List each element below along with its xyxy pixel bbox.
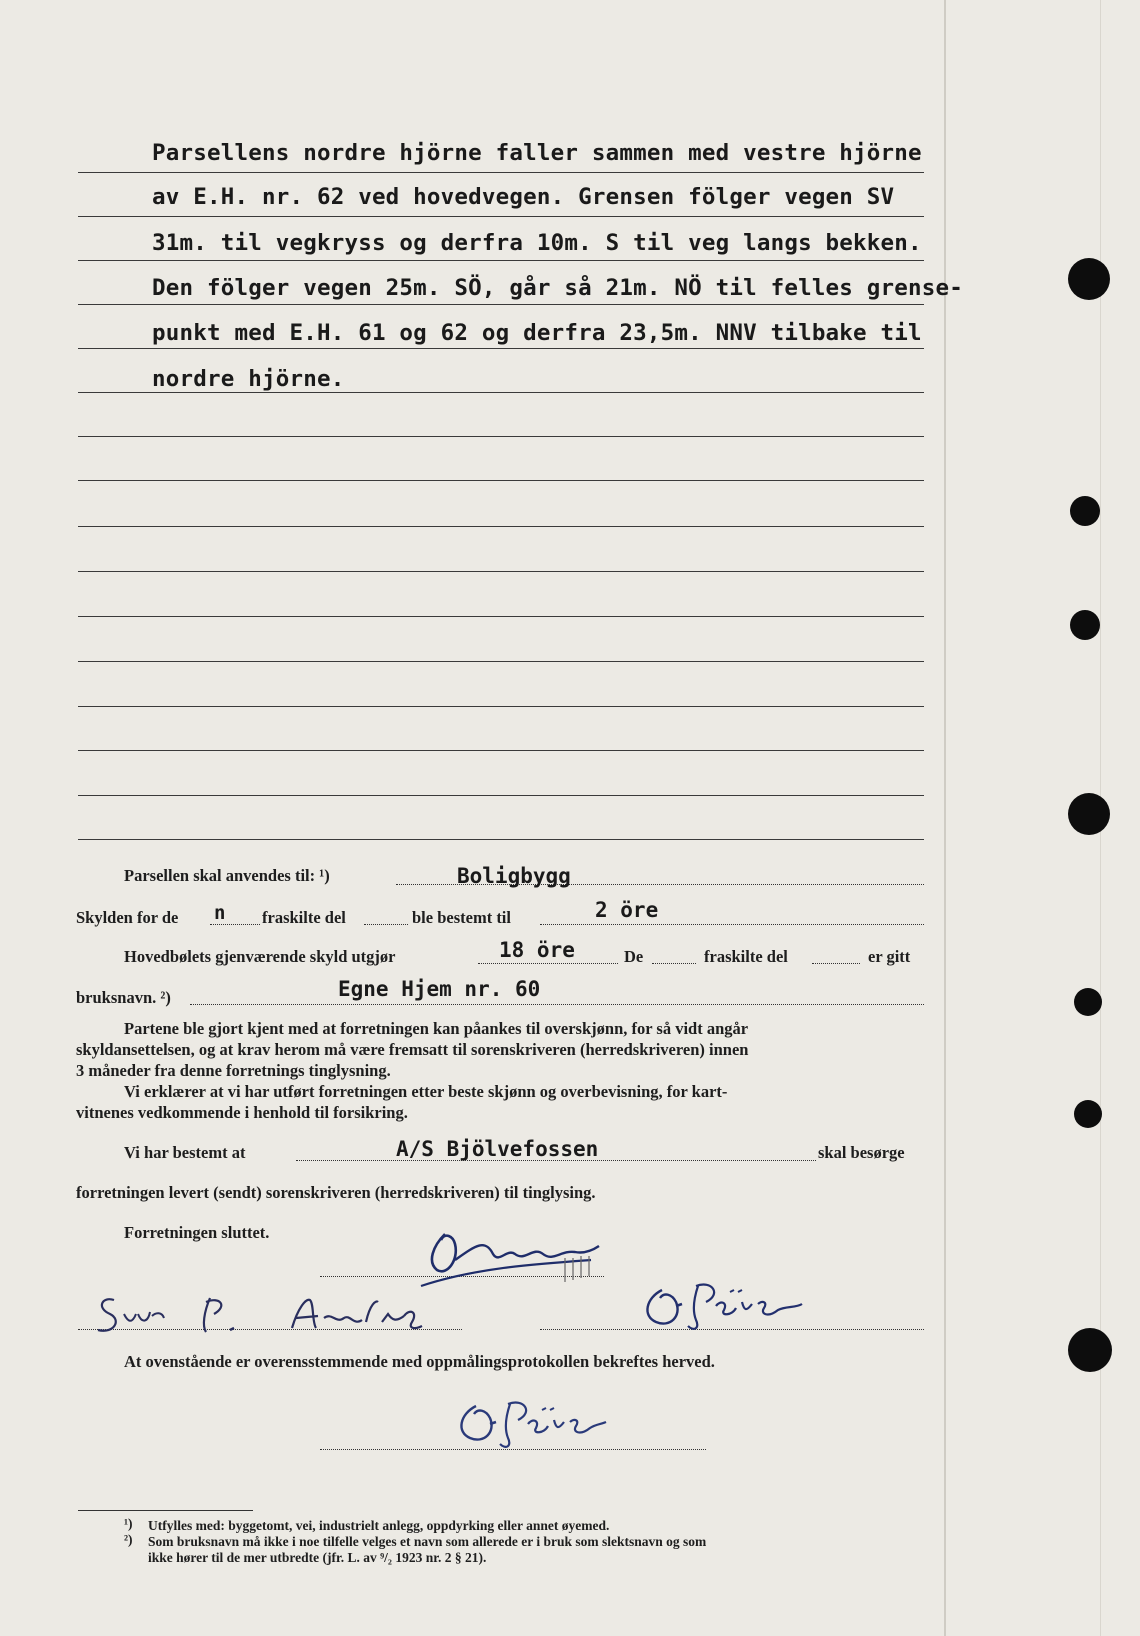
description-line-5: punkt med E.H. 61 og 62 og derfra 23,5m. NNV tilbake til	[152, 320, 922, 346]
skyld-suffix: n	[214, 902, 226, 924]
ruled-line	[78, 216, 924, 217]
ruled-line	[78, 480, 924, 481]
punch-hole	[1074, 988, 1102, 1016]
use-value: Boligbygg	[457, 864, 571, 888]
punch-hole	[1068, 793, 1110, 835]
bruksnavn-value: Egne Hjem nr. 60	[338, 977, 541, 1001]
ruled-line	[78, 706, 924, 707]
description-line-6: nordre hjörne.	[152, 366, 345, 392]
bruksnavn-label: bruksnavn. ²)	[76, 988, 171, 1007]
levert-line: forretningen levert (sendt) sorenskriveren (herredskriveren) til tinglysing.	[76, 1183, 596, 1202]
ruled-line	[78, 348, 924, 349]
footnote-1: Utfylles med: byggetomt, vei, industrielt anlegg, oppdyrking eller annet øyemed.	[148, 1518, 610, 1533]
footnote-rule	[78, 1510, 253, 1511]
margin-line	[944, 0, 946, 1636]
skyld-dotted-3	[540, 924, 924, 925]
skyld-dotted-1	[210, 924, 260, 925]
ruled-line	[78, 436, 924, 437]
punch-hole	[1070, 610, 1100, 640]
ruled-line	[78, 839, 924, 840]
notice-line-3: 3 måneder fra denne forretnings tinglysning.	[76, 1061, 391, 1080]
footnote-2-marker: ²)	[124, 1532, 133, 1547]
declaration-line-2: vitnenes vedkommende i henhold til forsikring.	[76, 1103, 408, 1122]
skyld-label-a: Skylden for de	[76, 908, 179, 927]
punch-hole	[1068, 1328, 1112, 1372]
footnote-2: Som bruksnavn må ikke i noe tilfelle velges et navn som allerede er i bruk som slektsnavn og som	[148, 1534, 707, 1549]
ruled-line	[78, 571, 924, 572]
ruled-line	[78, 526, 924, 527]
hovedbol-dotted-2	[652, 963, 696, 964]
hovedbol-fraskilte: fraskilte del	[704, 947, 788, 966]
description-line-2: av E.H. nr. 62 ved hovedvegen. Grensen fölger vegen SV	[152, 184, 895, 210]
bestemt-suffix: skal besørge	[818, 1143, 905, 1162]
hovedbol-value: 18 öre	[499, 938, 575, 962]
ruled-line	[78, 392, 924, 393]
hovedbol-dotted-1	[478, 963, 618, 964]
ruled-line	[78, 260, 924, 261]
description-line-1: Parsellens nordre hjörne faller sammen med vestre hjörne	[152, 140, 922, 166]
punch-hole	[1070, 496, 1100, 526]
punch-hole	[1074, 1100, 1102, 1128]
bruksnavn-dotted	[190, 1004, 924, 1005]
footnote-2-cont: ikke hører til de mer utbredte (jfr. L. av ⁹/₂ 1923 nr. 2 § 21).	[148, 1550, 487, 1565]
punch-hole	[1068, 258, 1110, 300]
hovedbol-label: Hovedbølets gjenværende skyld utgjør	[124, 947, 396, 966]
bestemt-label: Vi har bestemt at	[124, 1143, 246, 1162]
ruled-line	[78, 795, 924, 796]
ruled-line	[78, 661, 924, 662]
description-line-4: Den fölger vegen 25m. SÖ, går så 21m. NÖ til felles grense-	[152, 275, 964, 301]
skyld-label-b: fraskilte del	[262, 908, 346, 927]
signature-4	[452, 1396, 612, 1454]
hovedbol-dotted-3	[812, 963, 860, 964]
use-label: Parsellen skal anvendes til: ¹)	[124, 866, 330, 885]
signature-2	[92, 1292, 452, 1342]
ruled-line	[78, 172, 924, 173]
skyld-label-c: ble bestemt til	[412, 908, 511, 927]
sluttet-line: Forretningen sluttet.	[124, 1223, 270, 1242]
declaration-line-1: Vi erklærer at vi har utført forretningen etter beste skjønn og overbevisning, for kart-	[124, 1082, 728, 1101]
hovedbol-de: De	[624, 947, 644, 966]
bestemt-value: A/S Bjölvefossen	[396, 1137, 599, 1161]
ruled-line	[78, 304, 924, 305]
ruled-line	[78, 616, 924, 617]
hovedbol-gitt: er gitt	[868, 947, 911, 966]
confirmation-line: At ovenstående er overensstemmende med oppmålingsprotokollen bekreftes herved.	[124, 1352, 715, 1371]
skyld-value: 2 öre	[595, 898, 659, 922]
description-line-3: 31m. til vegkryss og derfra 10m. S til veg langs bekken.	[152, 230, 922, 256]
ruled-line	[78, 750, 924, 751]
footnote-1-marker: ¹)	[124, 1516, 133, 1531]
signature-1	[415, 1224, 605, 1294]
signature-3	[636, 1276, 816, 1336]
skyld-dotted-2	[364, 924, 408, 925]
notice-line-2: skyldansettelsen, og at krav herom må være fremsatt til sorenskriveren (herredskriveren) innen	[76, 1040, 749, 1059]
notice-line-1: Partene ble gjort kjent med at forretningen kan påankes til overskjønn, for så vidt angår	[124, 1019, 749, 1038]
